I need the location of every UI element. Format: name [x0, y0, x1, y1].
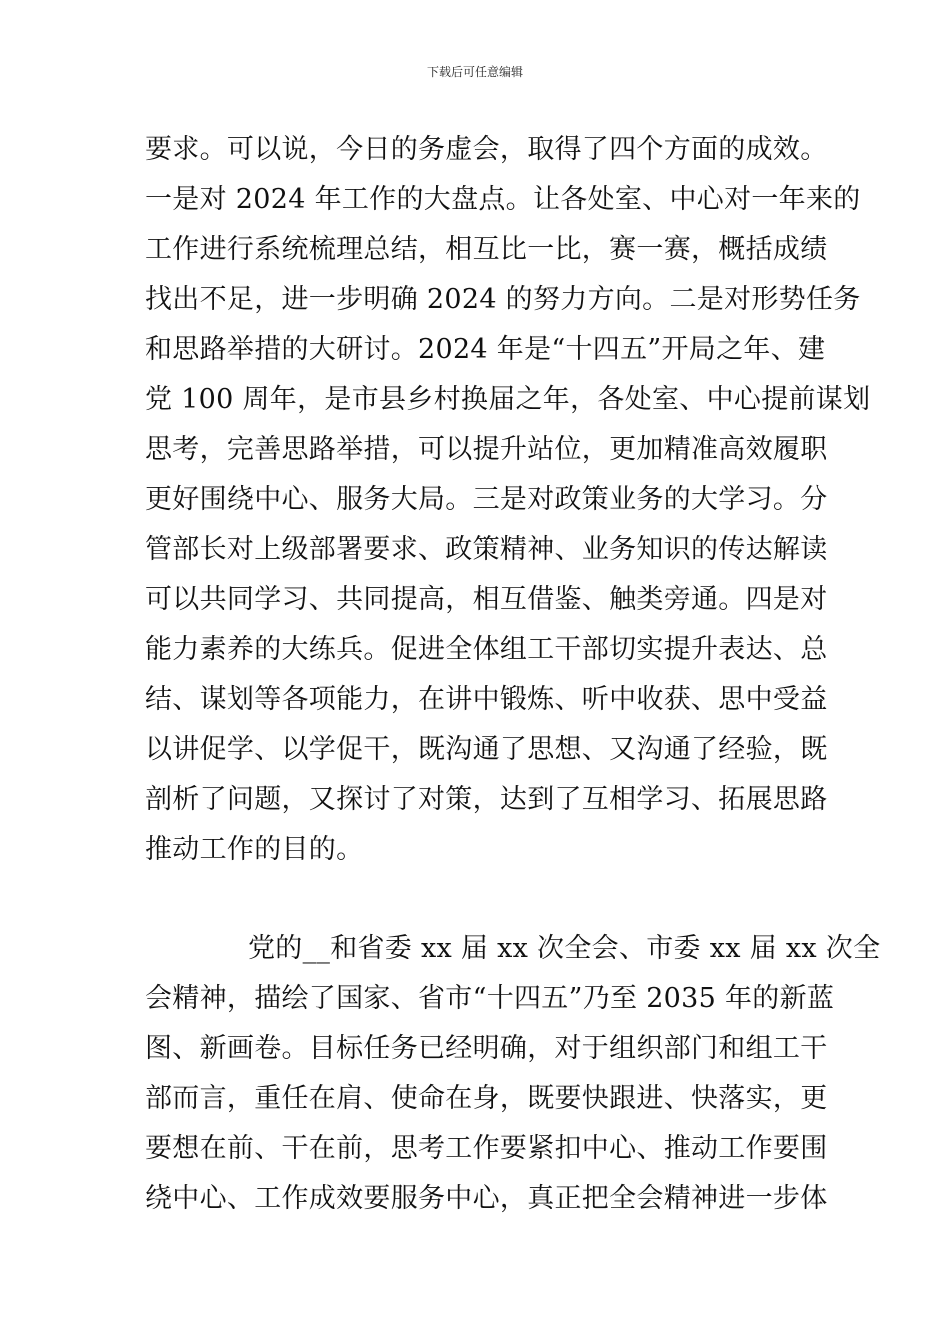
text-line: 剖析了问题，又探讨了对策，达到了互相学习、拓展思路	[145, 784, 828, 815]
text-line: 可以共同学习、共同提高，相互借鉴、触类旁通。四是对	[145, 584, 828, 615]
text-line: 党 100 周年，是市县乡村换届之年，各处室、中心提前谋划	[145, 384, 871, 415]
text-line: 部而言，重任在肩、使命在身，既要快跟进、快落实，更	[145, 1083, 828, 1114]
text-line: 以讲促学、以学促干，既沟通了思想、又沟通了经验，既	[145, 734, 828, 765]
text-line: 图、新画卷。目标任务已经明确，对于组织部门和组工干	[145, 1033, 828, 1064]
text-line: 会精神，描绘了国家、省市“十四五”乃至 2035 年的新蓝	[145, 983, 835, 1014]
text-line: 管部长对上级部署要求、政策精神、业务知识的传达解读	[145, 534, 828, 565]
text-line: 思考，完善思路举措，可以提升站位，更加精准高效履职	[145, 434, 828, 465]
text-line: 更好围绕中心、服务大局。三是对政策业务的大学习。分	[145, 484, 828, 515]
page-header: 下载后可任意编辑	[426, 65, 523, 79]
text-line: 党的__和省委 xx 届 xx 次全会、市委 xx 届 xx 次全	[248, 933, 881, 964]
text-line: 要想在前、干在前，思考工作要紧扣中心、推动工作要围	[145, 1133, 828, 1164]
text-line: 找出不足，进一步明确 2024 的努力方向。二是对形势任务	[145, 284, 861, 315]
text-line: 一是对 2024 年工作的大盘点。让各处室、中心对一年来的	[145, 184, 861, 215]
text-line: 绕中心、工作成效要服务中心，真正把全会精神进一步体	[145, 1183, 828, 1214]
text-line: 和思路举措的大研讨。2024 年是“十四五”开局之年、建	[145, 334, 826, 365]
text-line: 能力素养的大练兵。促进全体组工干部切实提升表达、总	[145, 634, 828, 665]
text-line: 要求。可以说，今日的务虚会，取得了四个方面的成效。	[145, 134, 828, 165]
text-line: 工作进行系统梳理总结，相互比一比，赛一赛，概括成绩	[145, 234, 828, 265]
text-line: 推动工作的目的。	[145, 834, 364, 865]
text-line: 结、谋划等各项能力，在讲中锻炼、听中收获、思中受益	[145, 684, 828, 715]
